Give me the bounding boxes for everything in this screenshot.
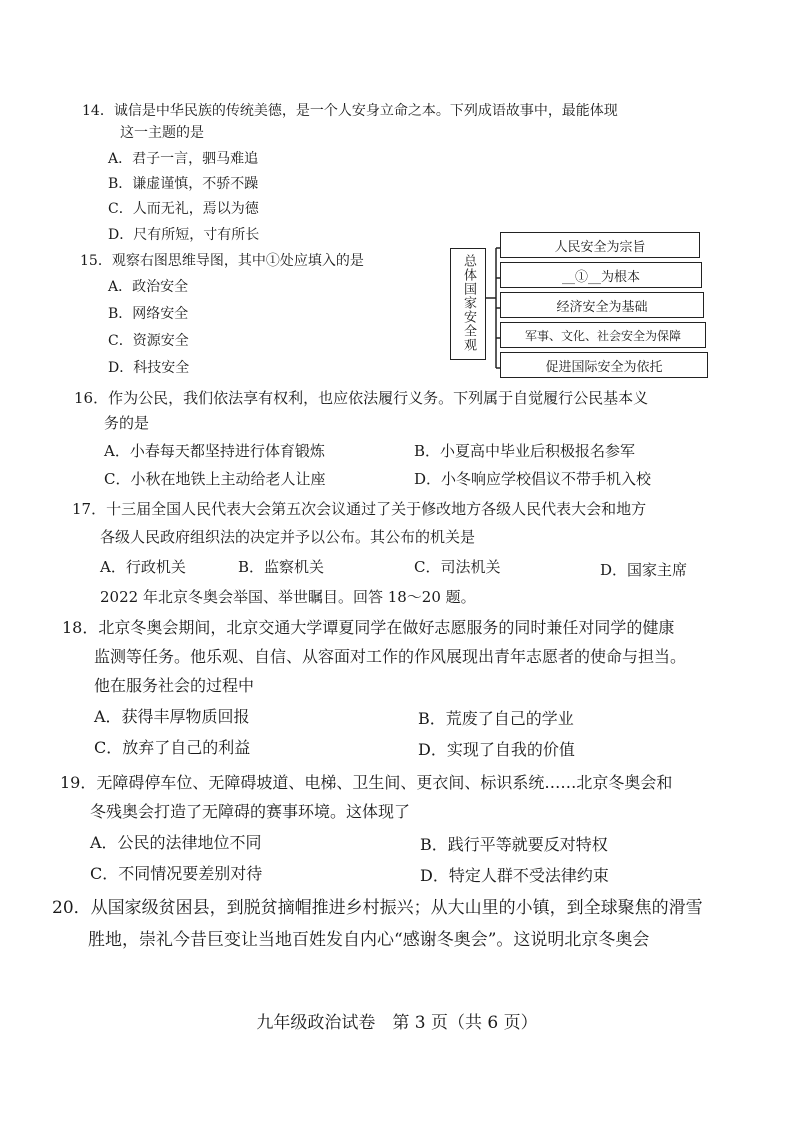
q19-option-a: A．公民的法律地位不同: [90, 833, 262, 852]
q15-stem: 15．观察右图思维导图，其中①处应填入的是: [80, 253, 364, 269]
q17-option-d: D．国家主席: [600, 561, 688, 579]
q17-option-a: A．行政机关: [100, 558, 186, 576]
q17-stem-line1: 17．十三届全国人民代表大会第五次会议通过了关于修改地方各级人民代表大会和地方: [72, 500, 647, 518]
q18-option-a: A．获得丰厚物质回报: [94, 707, 250, 726]
q17-option-b: B．监察机关: [238, 558, 325, 576]
q18-stem-line1: 18．北京冬奥会期间，北京交通大学谭夏同学在做好志愿服务的同时兼任对同学的健康: [62, 618, 675, 637]
q19-option-b: B．践行平等就要反对特权: [420, 835, 608, 854]
q19-stem-line1: 19．无障碍停车位、无障碍坡道、电梯、卫生间、更衣间、标识系统……北京冬奥会和: [60, 773, 673, 792]
mindmap-item-4: 军事、文化、社会安全为保障: [500, 322, 706, 348]
q16-stem-line2: 务的是: [104, 414, 150, 432]
q17-option-c: C．司法机关: [414, 558, 501, 576]
q15-option-b: B．网络安全: [108, 306, 189, 322]
mindmap-root-label: 总体国家安全观: [461, 254, 476, 352]
q16-option-b: B．小夏高中毕业后积极报名参军: [414, 442, 636, 460]
q18-stem-line2: 监测等任务。他乐观、自信、从容面对工作的作风展现出青年志愿者的使命与担当。: [94, 647, 687, 666]
q14-option-d: D．尺有所短，寸有所长: [108, 227, 260, 243]
q15-option-a: A．政治安全: [108, 279, 189, 295]
q20-stem-line2: 胜地，崇礼今昔巨变让当地百姓发自内心“感谢冬奥会”。这说明北京冬奥会: [88, 930, 650, 950]
intro-18-20: 2022 年北京冬奥会举国、举世瞩目。回答 18～20 题。: [100, 588, 476, 606]
q18-option-b: B．荒废了自己的学业: [418, 709, 574, 728]
q16-stem-line1: 16．作为公民，我们依法享有权利，也应依法履行义务。下列属于自觉履行公民基本义: [74, 389, 649, 407]
q18-stem-line3: 他在服务社会的过程中: [94, 676, 255, 695]
q18-option-d: D．实现了自我的价值: [418, 740, 575, 759]
q16-option-a: A．小春每天都坚持进行体育锻炼: [104, 442, 325, 460]
q14-option-b: B．谦虚谨慎，不骄不躁: [108, 176, 259, 192]
mindmap-item-5: 促进国际安全为依托: [500, 352, 708, 378]
page-footer: 九年级政治试卷 第 3 页（共 6 页）: [256, 1013, 538, 1033]
q19-stem-line2: 冬残奥会打造了无障碍的赛事环境。这体现了: [90, 802, 411, 821]
mindmap-item-2: __①__为根本: [500, 262, 702, 288]
q16-option-d: D．小冬响应学校倡议不带手机入校: [414, 470, 652, 488]
q17-stem-line2: 各级人民政府组织法的决定并予以公布。其公布的机关是: [100, 528, 476, 546]
q18-option-c: C．放弃了自己的利益: [94, 738, 251, 757]
q14-stem-line1: 14．诚信是中华民族的传统美德，是一个人安身立命之本。下列成语故事中，最能体现: [82, 103, 618, 119]
q14-stem-line2: 这一主题的是: [120, 125, 204, 141]
q15-option-c: C．资源安全: [108, 333, 189, 349]
q19-option-c: C．不同情况要差别对待: [90, 864, 263, 883]
mindmap-item-1: 人民安全为宗旨: [500, 232, 700, 258]
q14-option-c: C．人而无礼，焉以为德: [108, 201, 259, 217]
q14-option-a: A．君子一言，驷马难追: [108, 151, 259, 167]
q19-option-d: D．特定人群不受法律约束: [420, 866, 609, 885]
mindmap-item-3: 经济安全为基础: [500, 292, 704, 318]
q15-option-d: D．科技安全: [108, 360, 190, 376]
q20-stem-line1: 20．从国家级贫困县，到脱贫摘帽推进乡村振兴；从大山里的小镇，到全球聚焦的滑雪: [52, 898, 703, 918]
q16-option-c: C．小秋在地铁上主动给老人让座: [104, 470, 326, 488]
